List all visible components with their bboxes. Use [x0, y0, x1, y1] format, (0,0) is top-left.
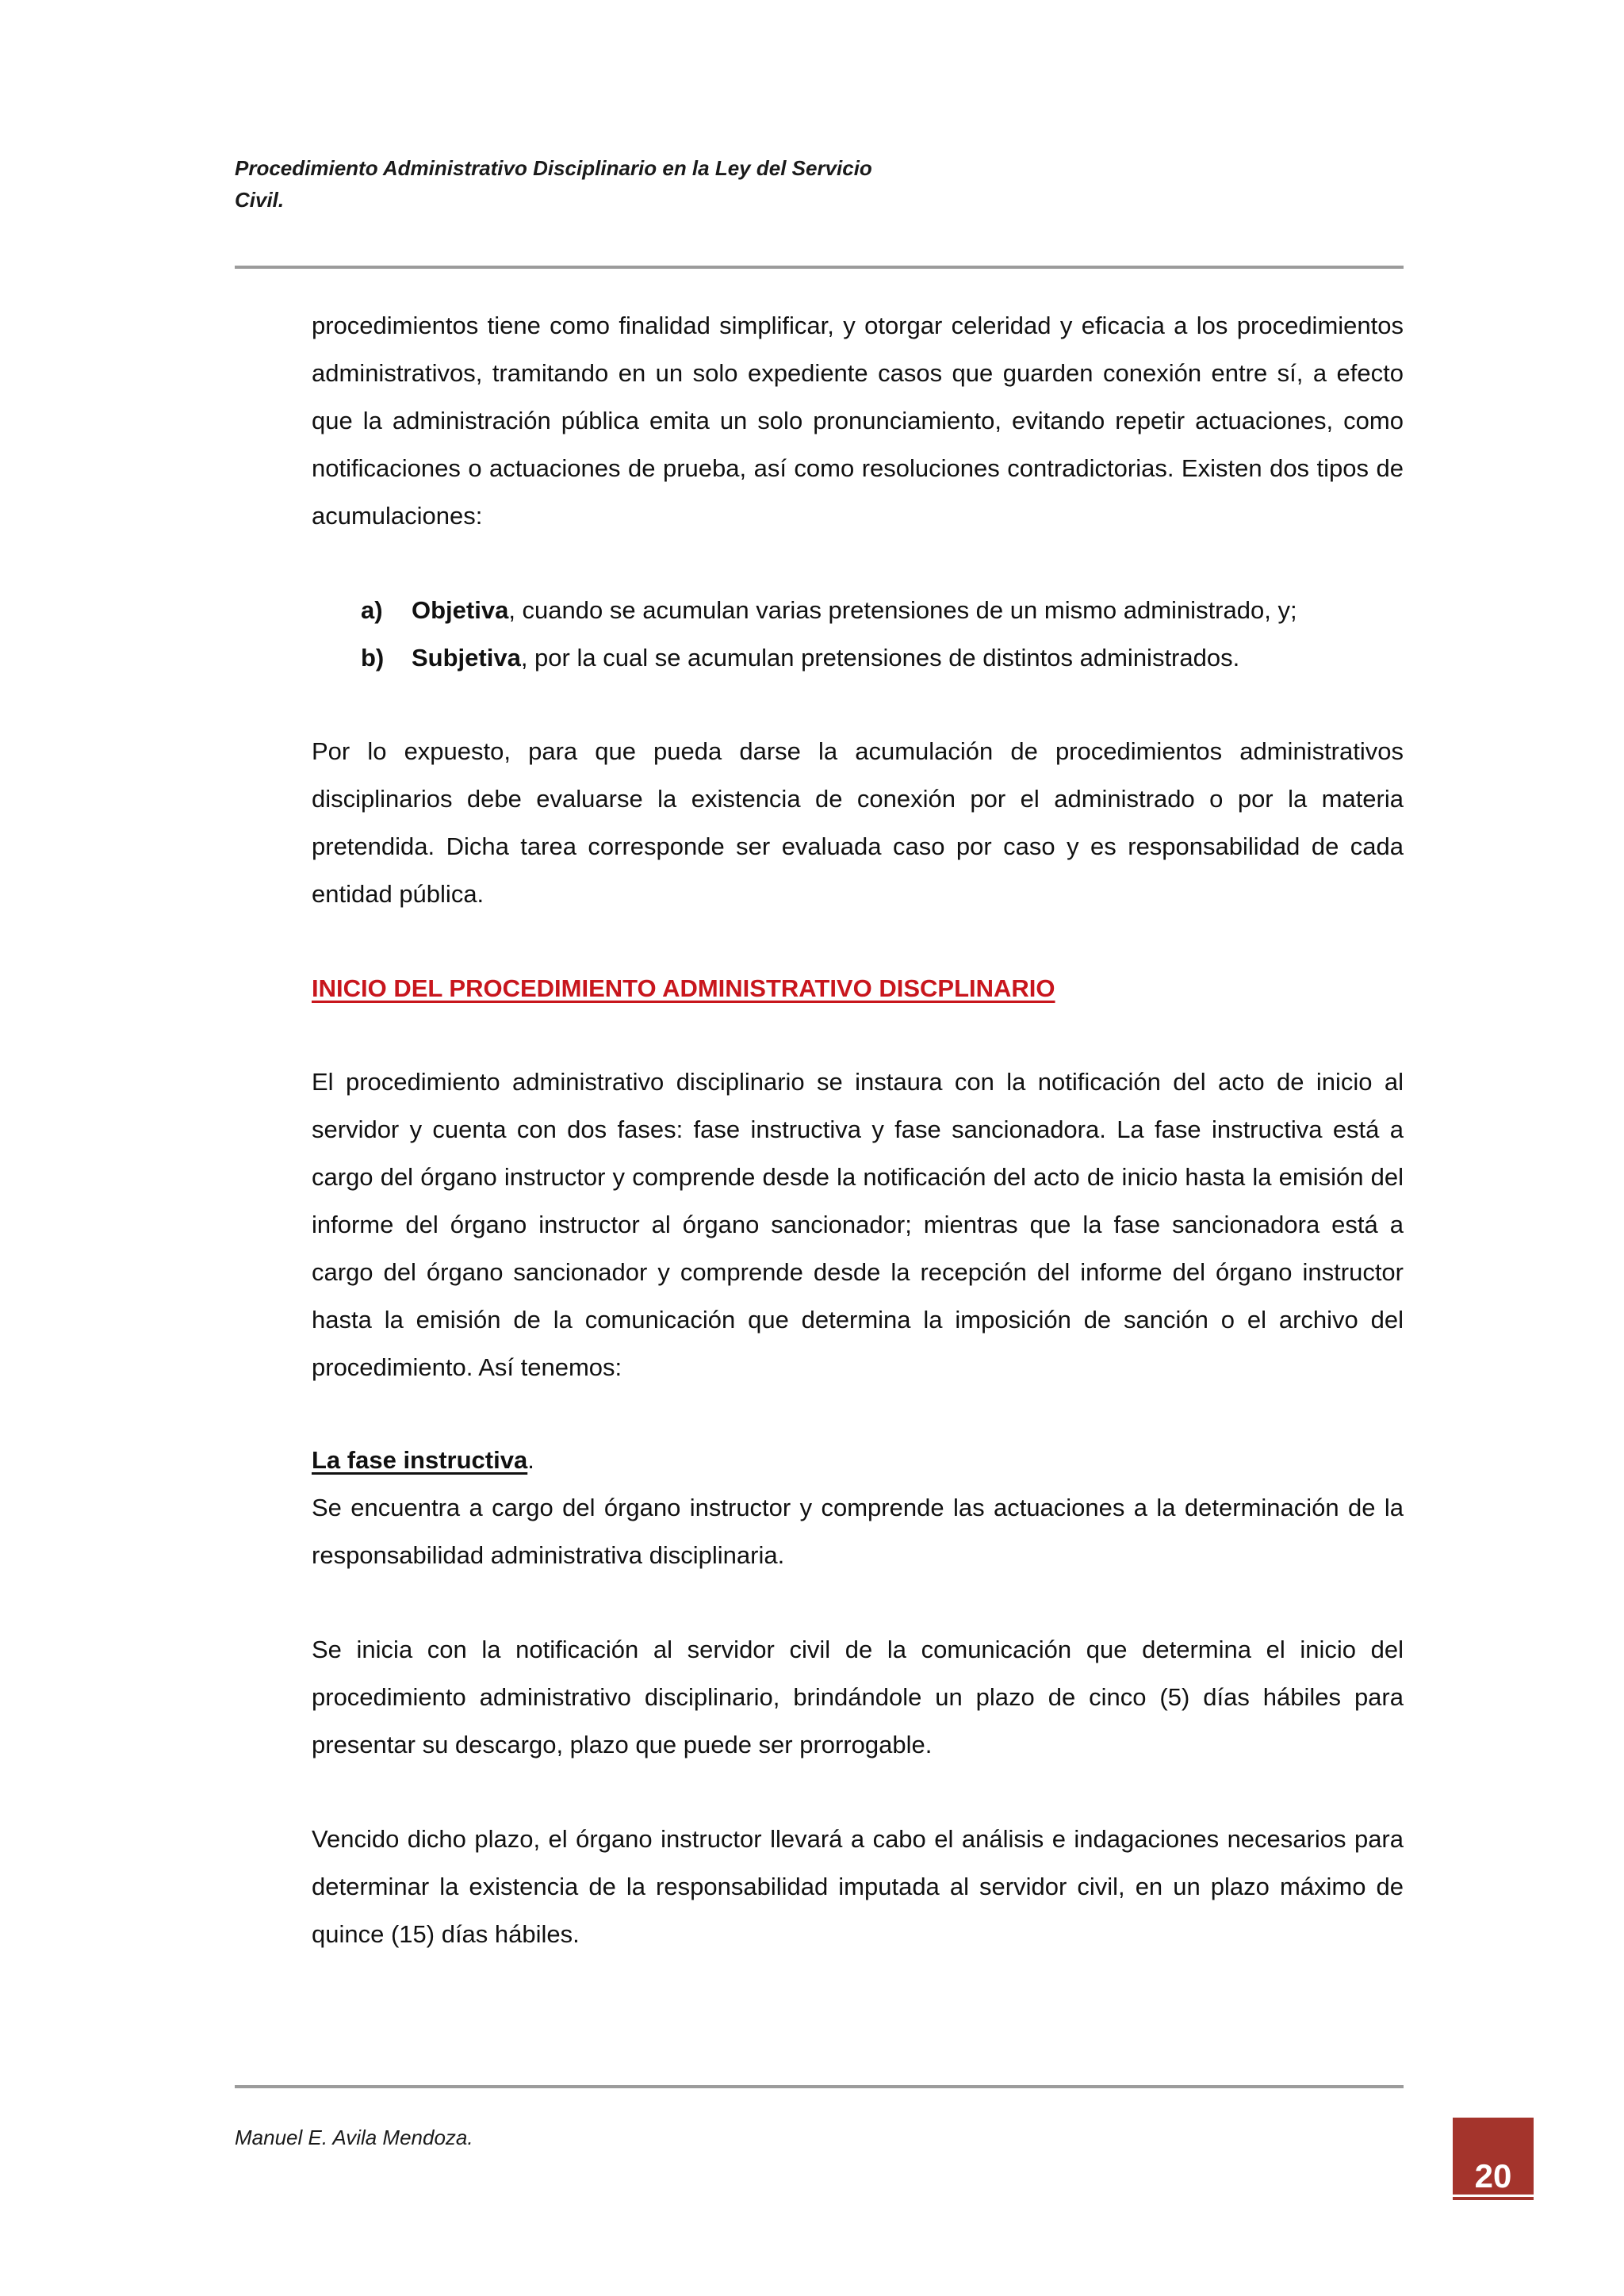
page-number: 20 — [1474, 2157, 1512, 2195]
sub-heading-suffix: . — [527, 1446, 534, 1474]
list-item-objetiva — [312, 587, 1404, 634]
running-header-line-2: Civil. — [235, 188, 285, 212]
paragraph-notificacion: Se inicia con la notificación al servidor civil de la comunicación que determina el inicio del procedimiento administrativo disciplinario, brindándole un plazo de cinco (5) días hábiles para presentar su descargo, plazo que puede ser prorrogable. — [312, 1636, 1404, 1758]
paragraph-acumulacion-intro: procedimientos tiene como finalidad simplificar, y otorgar celeridad y eficacia a los procedimientos administrativos, tramitando en un solo expediente casos que guarden conexión entre sí, a efecto que la administración pública emita un solo pronunciamiento, evitando repetir actuaciones, como notificaciones o actuaciones de prueba, así como resoluciones contradictorias. Existen dos tipos de acumulaciones: — [312, 312, 1404, 530]
list-marker: a) — [361, 596, 383, 624]
list-term: Subjetiva — [412, 644, 521, 672]
section-heading: INICIO DEL PROCEDIMIENTO ADMINISTRATIVO DISCPLINARIO — [312, 974, 1055, 1002]
acumulacion-types-list — [312, 587, 1404, 682]
footer-author: Manuel E. Avila Mendoza. — [235, 2126, 473, 2149]
paragraph-fase-instructiva: Se encuentra a cargo del órgano instructor y comprende las actuaciones a la determinación de la responsabilidad administrativa disciplinaria. — [312, 1494, 1404, 1569]
list-item-subjetiva — [312, 634, 1404, 682]
sub-heading — [312, 1437, 534, 1484]
paragraph-procedure-phases: El procedimiento administrativo disciplinario se instaura con la notificación del acto de inicio al servidor y cuenta con dos fases: fase instructiva y fase sancionadora. La fase instructiva está a cargo del órgano instructor y comprende desde la notificación del acto de inicio hasta la emisión del informe del órgano instructor al órgano sancionador; mientras que la fase sancionadora está a cargo del órgano sancionador y comprende desde la recepción del informe del órgano instructor hasta la emisión de la comunicación que determina la imposición de sanción o el archivo del procedimiento. Así tenemos: — [312, 1068, 1404, 1381]
page-number-box — [1453, 2118, 1534, 2200]
page-number-underline — [1453, 2195, 1534, 2197]
list-term: Objetiva — [412, 596, 509, 624]
list-text: , cuando se acumulan varias pretensiones de un mismo administrado, y; — [508, 596, 1297, 624]
footer-divider — [235, 2085, 1404, 2088]
paragraph-conclusion: Por lo expuesto, para que pueda darse la acumulación de procedimientos administrativos disciplinarios debe evaluarse la existencia de conexión por el administrado o por la materia pretendida. Dicha tarea corresponde ser evaluada caso por caso y es responsabilidad de cada entidad pública. — [312, 737, 1404, 908]
paragraph-plazo: Vencido dicho plazo, el órgano instructor llevará a cabo el análisis e indagaciones necesarios para determinar la existencia de la responsabilidad imputada al servidor civil, en un plazo máximo de quince (15) días hábiles. — [312, 1825, 1404, 1948]
list-text: , por la cual se acumulan pretensiones de distintos administrados. — [520, 644, 1240, 672]
sub-heading-label: La fase instructiva — [312, 1446, 528, 1474]
header-divider — [235, 266, 1404, 269]
running-header-line-1: Procedimiento Administrativo Disciplinario en la Ley del Servicio — [235, 156, 872, 180]
list-marker: b) — [361, 644, 385, 672]
running-header — [235, 152, 1028, 216]
